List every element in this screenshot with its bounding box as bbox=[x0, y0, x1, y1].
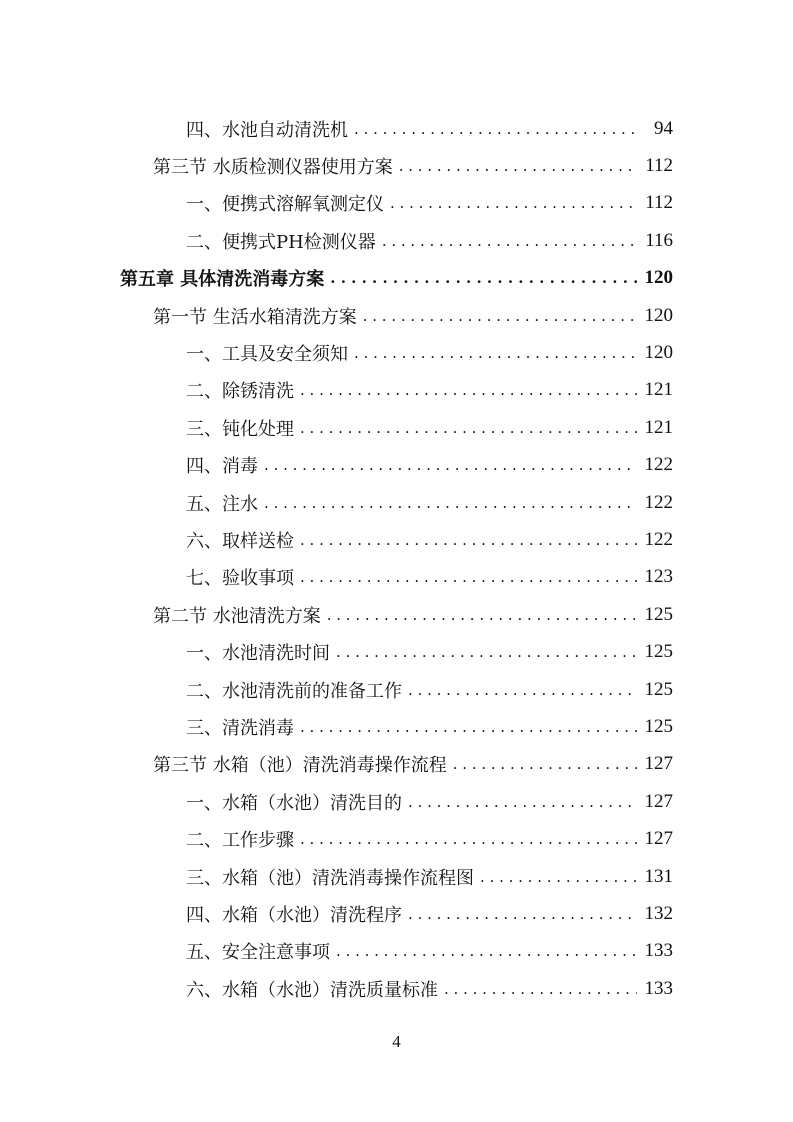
toc-subsection-entry[interactable] bbox=[0, 633, 793, 670]
toc-entry-page: 125 bbox=[644, 678, 673, 700]
dot-leader bbox=[300, 718, 637, 736]
toc-subsection-entry[interactable] bbox=[0, 820, 793, 857]
toc-subsection-entry[interactable] bbox=[0, 372, 793, 409]
toc-entry-page: 131 bbox=[644, 865, 673, 887]
dot-leader bbox=[300, 568, 637, 586]
toc-entry-page: 122 bbox=[644, 528, 673, 550]
dot-leader bbox=[363, 307, 637, 325]
dot-leader bbox=[336, 942, 637, 960]
dot-leader bbox=[336, 643, 637, 661]
dot-leader bbox=[330, 269, 637, 287]
toc-entry-title: 二、便携式PH检测仪器 bbox=[186, 231, 376, 253]
toc-entry-title: 第三节 水箱（池）清洗消毒操作流程 bbox=[153, 755, 447, 777]
toc-entry-title: 六、取样送检 bbox=[186, 530, 294, 552]
toc-entry-title: 一、水箱（水池）清洗目的 bbox=[186, 792, 402, 814]
toc-chapter-entry[interactable] bbox=[0, 260, 793, 297]
toc-entry-page: 112 bbox=[645, 192, 673, 214]
toc-entry-title: 二、工作步骤 bbox=[186, 830, 294, 852]
toc-entry-title: 四、水池自动清洗机 bbox=[186, 119, 348, 141]
toc-entry-page: 120 bbox=[644, 267, 673, 289]
toc-entry-page: 133 bbox=[644, 940, 673, 962]
toc-subsection-entry[interactable] bbox=[0, 110, 793, 147]
toc-section-entry[interactable] bbox=[0, 297, 793, 334]
toc-entry-page: 122 bbox=[644, 454, 673, 476]
toc-entry-title: 第三节 水质检测仪器使用方案 bbox=[153, 157, 393, 179]
toc-subsection-entry[interactable] bbox=[0, 970, 793, 1007]
toc-entry-page: 132 bbox=[644, 902, 673, 924]
toc-section-entry[interactable] bbox=[0, 147, 793, 184]
toc-entry-page: 127 bbox=[644, 828, 673, 850]
toc-subsection-entry[interactable] bbox=[0, 671, 793, 708]
toc-subsection-entry[interactable] bbox=[0, 559, 793, 596]
toc-entry-page: 125 bbox=[644, 603, 673, 625]
dot-leader bbox=[264, 456, 637, 474]
toc-subsection-entry[interactable] bbox=[0, 185, 793, 222]
dot-leader bbox=[300, 381, 637, 399]
dot-leader bbox=[327, 606, 637, 624]
toc-section-entry[interactable] bbox=[0, 596, 793, 633]
toc-entry-title: 一、水池清洗时间 bbox=[186, 643, 330, 665]
toc-entry-title: 三、清洗消毒 bbox=[186, 717, 294, 739]
toc-entry-title: 第一节 生活水箱清洗方案 bbox=[153, 306, 357, 328]
toc-entry-title: 七、验收事项 bbox=[186, 568, 294, 590]
toc-entry-page: 121 bbox=[644, 416, 673, 438]
toc-entry-page: 116 bbox=[645, 229, 673, 251]
dot-leader bbox=[264, 494, 637, 512]
toc-subsection-entry[interactable] bbox=[0, 933, 793, 970]
toc-subsection-entry[interactable] bbox=[0, 895, 793, 932]
toc-section-entry[interactable] bbox=[0, 746, 793, 783]
toc-subsection-entry[interactable] bbox=[0, 334, 793, 371]
toc-subsection-entry[interactable] bbox=[0, 521, 793, 558]
toc-entry-title: 五、安全注意事项 bbox=[186, 942, 330, 964]
toc-entry-page: 120 bbox=[644, 342, 673, 364]
toc-subsection-entry[interactable] bbox=[0, 484, 793, 521]
toc-entry-title: 六、水箱（水池）清洗质量标准 bbox=[186, 979, 438, 1001]
toc-subsection-entry[interactable] bbox=[0, 447, 793, 484]
toc-entry-title: 一、便携式溶解氧测定仪 bbox=[186, 194, 384, 216]
dot-leader bbox=[444, 980, 637, 998]
toc-entry-page: 112 bbox=[645, 155, 673, 177]
dot-leader bbox=[480, 868, 637, 886]
toc-entry-title: 三、钝化处理 bbox=[186, 418, 294, 440]
toc-subsection-entry[interactable] bbox=[0, 858, 793, 895]
dot-leader bbox=[300, 531, 637, 549]
toc-entry-page: 120 bbox=[644, 304, 673, 326]
toc-entry-page: 122 bbox=[644, 491, 673, 513]
toc-entry-title: 五、注水 bbox=[186, 493, 258, 515]
dot-leader bbox=[408, 793, 637, 811]
toc-subsection-entry[interactable] bbox=[0, 409, 793, 446]
dot-leader bbox=[382, 232, 637, 250]
dot-leader bbox=[399, 157, 637, 175]
toc-entry-title: 第二节 水池清洗方案 bbox=[153, 605, 321, 627]
toc-entry-title: 二、除锈清洗 bbox=[186, 381, 294, 403]
dot-leader bbox=[408, 905, 637, 923]
toc-entry-page: 125 bbox=[644, 715, 673, 737]
toc-entry-page: 133 bbox=[644, 977, 673, 999]
dot-leader bbox=[300, 419, 637, 437]
toc-entry-title: 二、水池清洗前的准备工作 bbox=[186, 680, 402, 702]
toc-entry-title: 四、消毒 bbox=[186, 456, 258, 478]
toc-entry-page: 123 bbox=[644, 566, 673, 588]
dot-leader bbox=[354, 120, 637, 138]
toc-entry-title: 三、水箱（池）清洗消毒操作流程图 bbox=[186, 867, 474, 889]
toc-subsection-entry[interactable] bbox=[0, 708, 793, 745]
toc-subsection-entry[interactable] bbox=[0, 783, 793, 820]
dot-leader bbox=[300, 830, 637, 848]
toc-entry-page: 127 bbox=[644, 753, 673, 775]
toc-subsection-entry[interactable] bbox=[0, 222, 793, 259]
toc-entry-title: 四、水箱（水池）清洗程序 bbox=[186, 904, 402, 926]
table-of-contents bbox=[0, 110, 793, 1007]
toc-entry-page: 125 bbox=[644, 641, 673, 663]
dot-leader bbox=[408, 681, 637, 699]
dot-leader bbox=[390, 194, 637, 212]
toc-entry-page: 94 bbox=[654, 117, 673, 139]
dot-leader bbox=[354, 344, 637, 362]
toc-entry-title: 第五章 具体清洗消毒方案 bbox=[120, 269, 325, 291]
dot-leader bbox=[453, 755, 637, 773]
toc-entry-page: 121 bbox=[644, 379, 673, 401]
page-number: 4 bbox=[392, 1032, 401, 1051]
toc-entry-page: 127 bbox=[644, 790, 673, 812]
toc-entry-title: 一、工具及安全须知 bbox=[186, 344, 348, 366]
